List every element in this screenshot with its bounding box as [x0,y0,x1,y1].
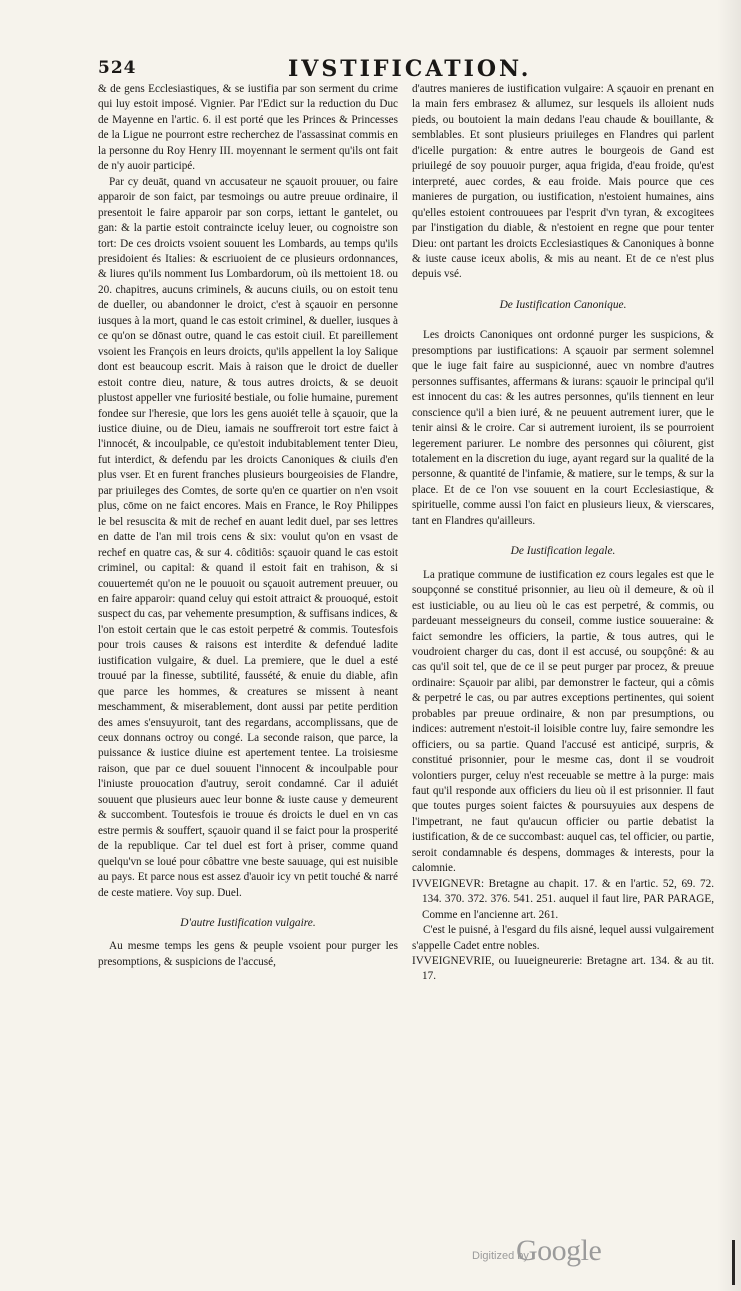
left-column [98,82,398,970]
section-heading-legale: De Iustification legale. [510,545,616,558]
left-paragraph-2: Par cy deuāt, quand vn accusateur ne sçauoit prouuer, ou faire apparoir de son faict, par tesmoings ou autre preuue ordinaire, il presentoit le faire apparoir par son corps, iettant le gantelet, ou gan: & la partie estoit contraincte iceluy leuer, ou cognoistre son tort: De ces droicts vsoient souuent les Lombards, au temps qu'ils presidoient és Italies: & escriuoient de ce plusieurs ordonnances, & liures qu'ils nomment Ius Lombardorum, où ils mettoient 18. ou 20. chapitres, aucuns criminels, & aucuns ciuils, ou on estoit tenu de dueller, ou abandonner le droict, c'est à sçauoir en personne iusques à la mort, quand le cas estoit criminel, & dueller, iusques à ce qu'on se dōnast outre, quand le cas estoit ciuil. Et pareillement vsoient les François en leurs droicts, qu'ils appellent la loy Salique dont est beaucoup escrit. Mais à raison que le droict de dueller estoit contre dieu, nature, & tous autres droicts, & se deuoit plustost appeller vne furiosité bestiale, ou folie humaine, purement fondee sur l'heresie, que lors les gens auoiét telle à sçauoir, que la iustice diuine, ou de Dieu, iamais ne souffreroit tort estre faict à l'innocét, & incoulpable, ce qu'estoit indubitablement tenter Dieu, fut interdict, & defendu par les droicts Canoniques & ciuils d'en plus vser. Et en furent franches plusieurs bourgeoisies de Flandre, par priuileges des Comtes, de sorte qu'en ce quartier on n'en vsoit plus, cōme on ne faict encores. Mais en France, le Roy Philippes le bel resuscita & mit de rechef en auant ledit duel, par ses lettres en datte de l'an mil trois cens & six: voulut qu'on en vsast de rechef en quatre cas, & sur 4. côditiôs: sçauoir quand le cas estoit criminel, ou capital: & quand il estoit fait en trahison, & si couuertemét qu'on ne le pouuoit ou sçauoit autrement preuuer, ou en faire apparoir: quand celuy qui estoit attraict & prouoqué, estoit suspect du cas, par vehemente presumption, & suffisans indices, & l'on estoit certain que le cas estoit perpetré & commis. Toutesfois pour trois causes & raisons est interdite & defendué ladite iustification vulgaire, & duel. La premiere, que le duel a esté trouué par la finesse, subtilité, faussété, & enuie du diable, afin que parce les hommes, & creatures se missent à neant meschamment, & miserablement, dont aussi par petite perdition des ames s'ensuyuroit, tant des regardans, accomplissans, que de ceux donnans octroy ou congé. La seconde raison, que parce, la puissance & iustice diuine est apertement tentee. La troisiesme raison, que par ce duel souuent l'innocent & incoulpable pour l'iniuste prouocation d'autruy, seroit condamné. Car il aduiét souuent que plusieurs auec leur bonne & iuste cause y demeurent & succombent. Toutesfois ie trouue és droicts le duel en vn cas estre permis & souffert, sçauoir quand il se faict pour la prosperité de la republique. Car tel duel est fort à priser, comme quand quelqu'vn se loué pour côbattre vne beste sauuage, qui est nuisible au pays. Et parce nous est assez d'auoir icy vn petit touché & narré de ceste matiere. Voy sup. Duel. [98,175,398,899]
entry-iuveigneur: IVVEIGNEVR: Bretagne au chapit. 17. & en l'artic. 52, 69. 72. 134. 370. 372. 376. 541. 251. auquel il faut lire, PAR PARAGE, Comme en l'ancienne art. 261. [412,877,714,921]
left-paragraph-1: & de gens Ecclesiastiques, & se iustifia par son serment du crime qui luy estoit imposé. Vignier. Par l'Edict sur la reduction du Duc de Mayenne en l'artic. 6. il est porté que les Princes & Princesses de la Ligue ne pourront estre recherchez de l'assassinat commis en la personne du Roy Henry III. moyennant le serment qu'ils ont fait de n'y auoir participé. [98,83,398,173]
left-paragraph-3: Au mesme temps les gens & peuple vsoient pour purger les presomptions, & suspicions de l'accusé, [98,940,398,968]
google-logo: Google [516,1234,602,1267]
page-number: 524 [98,58,137,78]
running-title: IVSTIFICATION. [288,56,532,82]
right-paragraph-3: La pratique commune de iustification ez cours legales est que le soupçonné se constitué prisonnier, au lieu où il demeure, & où il est iusticiable, ou au lieu où le cas est perpetré, & commis, ou pardeuant messeigneurs du conseil, comme iustice souueraine: & faict semondre les officiers, la partie, & tous autres, qui le voudroient charger du cas, dont il est accusé, ou soupçôné: & au cas qu'il soit tel, que de ce il se peut purger par procez, & preuue ordinaire: Sçauoir par alibi, par demonstrer le facteur, qui a cômis & perpetré le cas, ou par autres exceptions pertinentes, qui soient probables par preuue ordinaire, & non par presumptions, ou indices: autrement n'estoit-il loisible contre luy, faire semondre les officiers, ou sa partie. Quand l'accusé est anticipé, surpris, & constitué prisonnier, pour le mesme cas, dont il se voudroit volontiers purger, celuy n'est receuable se mettre à la purge: mais faut qu'il responde aux officiers du lieu où il est prisonnier. Il faut que toutes purges soient faictes & poursuyuies aux despens de l'impetrant, ne faut qu'aucun officier ou partie debatist la iustification, & de ce succombast: auquel cas, tel officier, ou partie, seroit condamnable és despens, dommages & interests, pour la calomnie. [412,568,714,875]
right-paragraph-2: Les droicts Canoniques ont ordonné purger les suspicions, & presomptions par iustifications: A sçauoir par serment solemnel que le iuge fait faire au suspicionné, auec vn nombre d'autres personnes suffisantes, affermans & iurans: sçauoir le principal qu'il est innocent du cas: & les autres personnes, qu'ils tiennent en leur conscience qu'il a bien iuré, & ne peuuent autrement iurer, que le tenir ainsi & le croire. Car si autrement iuroient, ils se pourroient legerement pariurer. Le nombre des personnes qui côiurent, gist totalement en la discretion du iuge, ayant regard sur la qualité de la personne, & quantité de l'infamie, & matiere, sur le temps, & sur la place. Et de ce l'on vse souuent en la court Ecclesiastique, & spirituelle, comme aussi l'on faict en plusieurs lieux, & vierscares, tant en Flandres qu'ailleurs. [412,329,714,527]
page-edge-shadow [717,0,741,1291]
digitized-watermark [470,1236,670,1276]
digitized-by-text: Digitized by [472,1250,529,1262]
right-paragraph-4: C'est le puisné, à l'esgard du fils aisné, lequel aussi vulgairement s'appelle Cadet entre nobles. [412,924,714,952]
section-heading-canonique: De Iustification Canonique. [499,298,627,311]
page-header [98,58,710,82]
right-column [412,82,714,985]
entry-iuveigneurie: IVVEIGNEVRIE, ou Iuueigneurerie: Bretagne art. 134. & au tit. 17. [412,955,714,983]
page-edge-mark [732,1240,735,1285]
right-paragraph-1: d'autres manieres de iustification vulgaire: A sçauoir en prenant en la main fers embrasez & allumez, sur lesquels ils alloient nuds pieds, ou boutoient la main dedans l'eau chaude & bouillante, & semblables. Et sont plusieurs priuileges en Flandres qui parlent d'icelle purgation: & entre autres le bourgeois de Gand est priuilegé de soy pouuoir purger, aqua frigida, d'eau froide, qu'est interpreté, auec cordes, & eau froide. Mais pource que ces manieres de purgation, ou iustification, n'estoient humaines, ains qu'elles estoient controuuees par l'esprit d'vn tyran, & excogitees par l'instigation du diable, & n'estoient en regne que pour tenter Dieu: ont partant les droicts Ecclesiastiques & Canoniques à bonne & iuste cause iceux abolis, & mis au neant. Et de ce n'est plus depuis vsé. [412,83,714,281]
section-heading-vulgaire: D'autre Iustification vulgaire. [180,917,316,930]
